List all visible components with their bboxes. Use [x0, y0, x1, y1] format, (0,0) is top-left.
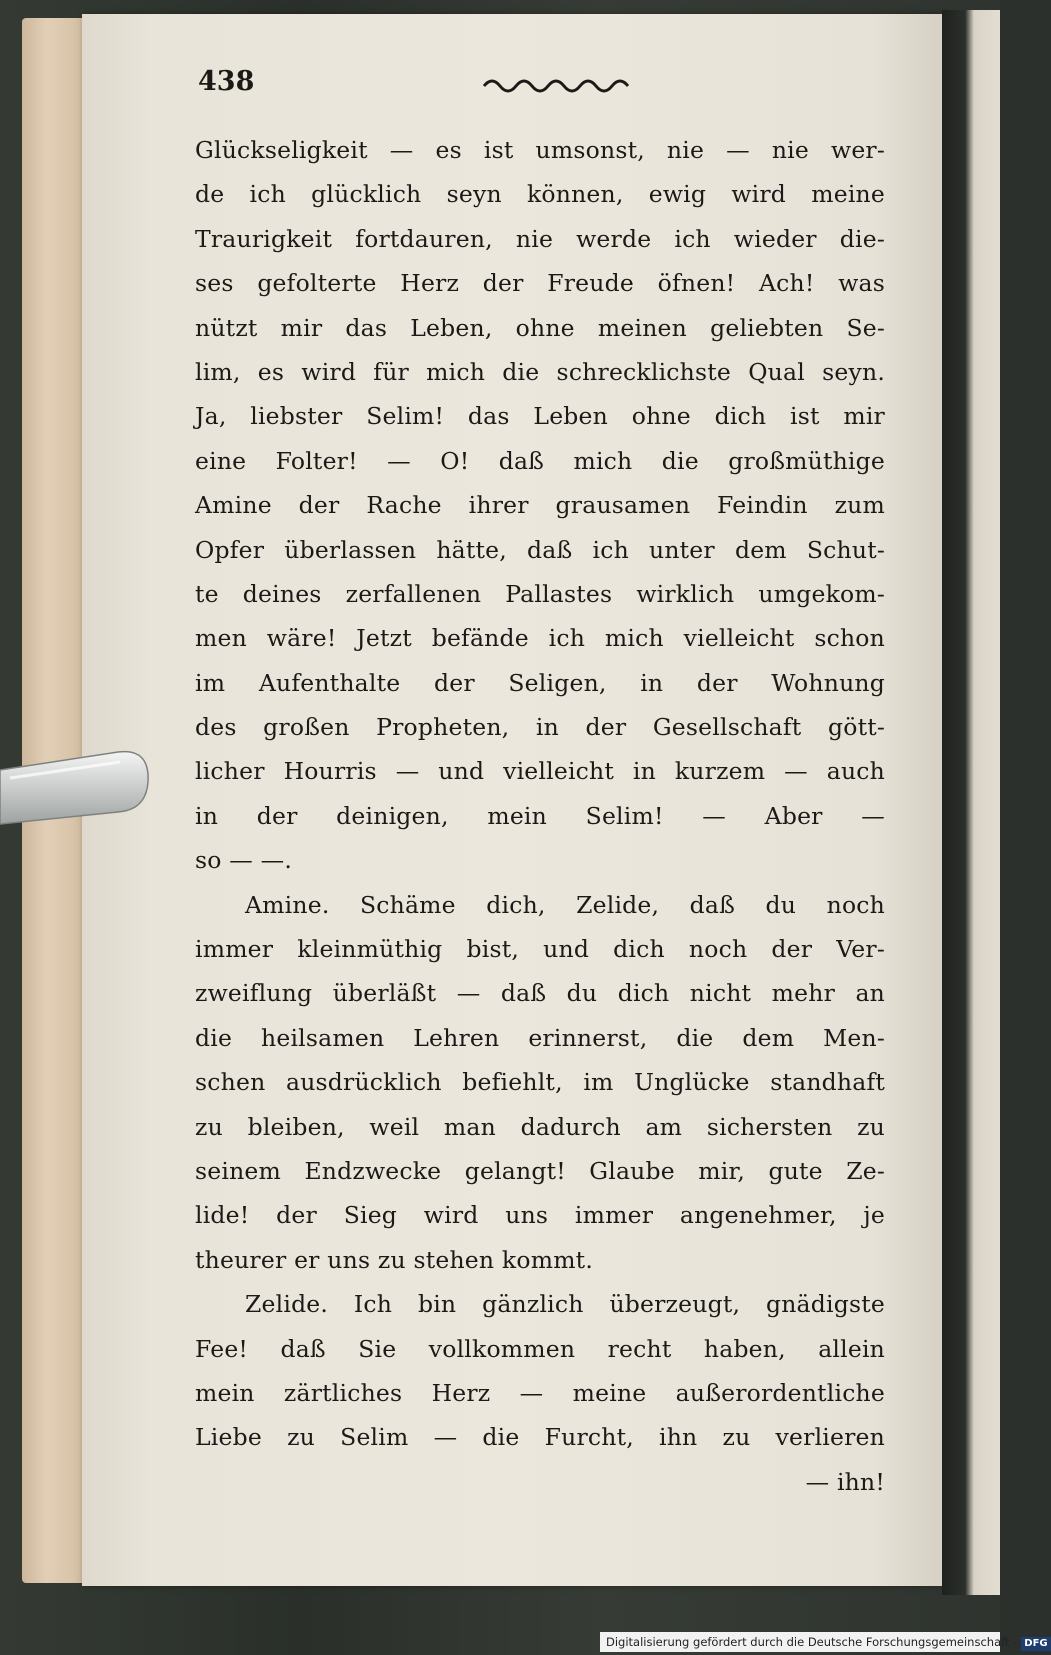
text-line: im Aufenthalte der Seligen, in der Wohnung	[195, 668, 885, 697]
text-line: te deines zerfallenen Pallastes wirklich umgekom-	[195, 579, 885, 608]
page-holder-clip	[0, 748, 150, 826]
text-line: Amine der Rache ihrer grausamen Feindin zum	[195, 491, 885, 520]
text-line: — ihn!	[805, 1467, 885, 1496]
text-line: Opfer überlassen hätte, daß ich unter dem Schut-	[195, 535, 885, 564]
text-line: nützt mir das Leben, ohne meinen geliebten Se-	[195, 313, 885, 342]
text-line: so — —.	[195, 846, 293, 875]
text-line: men wäre! Jetzt befände ich mich vielleicht schon	[195, 624, 885, 653]
text-line: de ich glücklich seyn können, ewig wird meine	[195, 180, 885, 209]
page-number: 438	[198, 66, 255, 97]
text-line: lide! der Sieg wird uns immer angenehmer, je	[195, 1201, 885, 1230]
text-line: theurer er uns zu stehen kommt.	[195, 1245, 593, 1274]
dfg-logo: DFG	[1021, 1637, 1050, 1651]
text-line: zu bleiben, weil man dadurch am sichersten zu	[195, 1112, 885, 1141]
text-line: Liebe zu Selim — die Furcht, ihn zu verlieren	[195, 1423, 885, 1452]
text-line: des großen Propheten, in der Gesellschaft gött-	[195, 713, 885, 742]
text-line: Glückseligkeit — es ist umsonst, nie — nie wer-	[195, 136, 885, 164]
text-line: in der deinigen, mein Selim! — Aber —	[195, 801, 885, 830]
text-line: Ja, liebster Selim! das Leben ohne dich ist mir	[195, 402, 885, 431]
text-line: Fee! daß Sie vollkommen recht haben, allein	[195, 1334, 885, 1363]
page-text	[195, 128, 885, 1504]
text-line: die heilsamen Lehren erinnerst, die dem Men-	[195, 1023, 885, 1052]
text-line: seinem Endzwecke gelangt! Glaube mir, gute Ze-	[195, 1156, 885, 1185]
text-line: licher Hourris — und vielleicht in kurzem — auch	[195, 757, 885, 786]
text-line: eine Folter! — O! daß mich die großmüthige	[195, 446, 885, 475]
digitization-footer	[600, 1632, 1048, 1652]
footer-text: Digitalisierung gefördert durch die Deutsche Forschungsgemeinschaft -	[606, 1635, 1018, 1649]
book-gutter	[942, 10, 1000, 1595]
ornament-rule	[480, 70, 640, 100]
text-line: mein zärtliches Herz — meine außerordentliche	[195, 1378, 885, 1407]
text-line: ses gefolterte Herz der Freude öfnen! Ach! was	[195, 269, 885, 298]
text-line: schen ausdrücklich befiehlt, im Unglücke standhaft	[195, 1068, 885, 1097]
text-line: Traurigkeit fortdauren, nie werde ich wieder die-	[195, 224, 885, 253]
text-line: zweiflung überläßt — daß du dich nicht mehr an	[195, 979, 885, 1008]
text-line: Zelide. Ich bin gänzlich überzeugt, gnädigste	[245, 1290, 885, 1319]
text-line: immer kleinmüthig bist, und dich noch der Ver-	[195, 935, 885, 964]
text-line: Amine. Schäme dich, Zelide, daß du noch	[245, 890, 885, 919]
text-line: lim, es wird für mich die schrecklichste Qual seyn.	[195, 357, 885, 386]
